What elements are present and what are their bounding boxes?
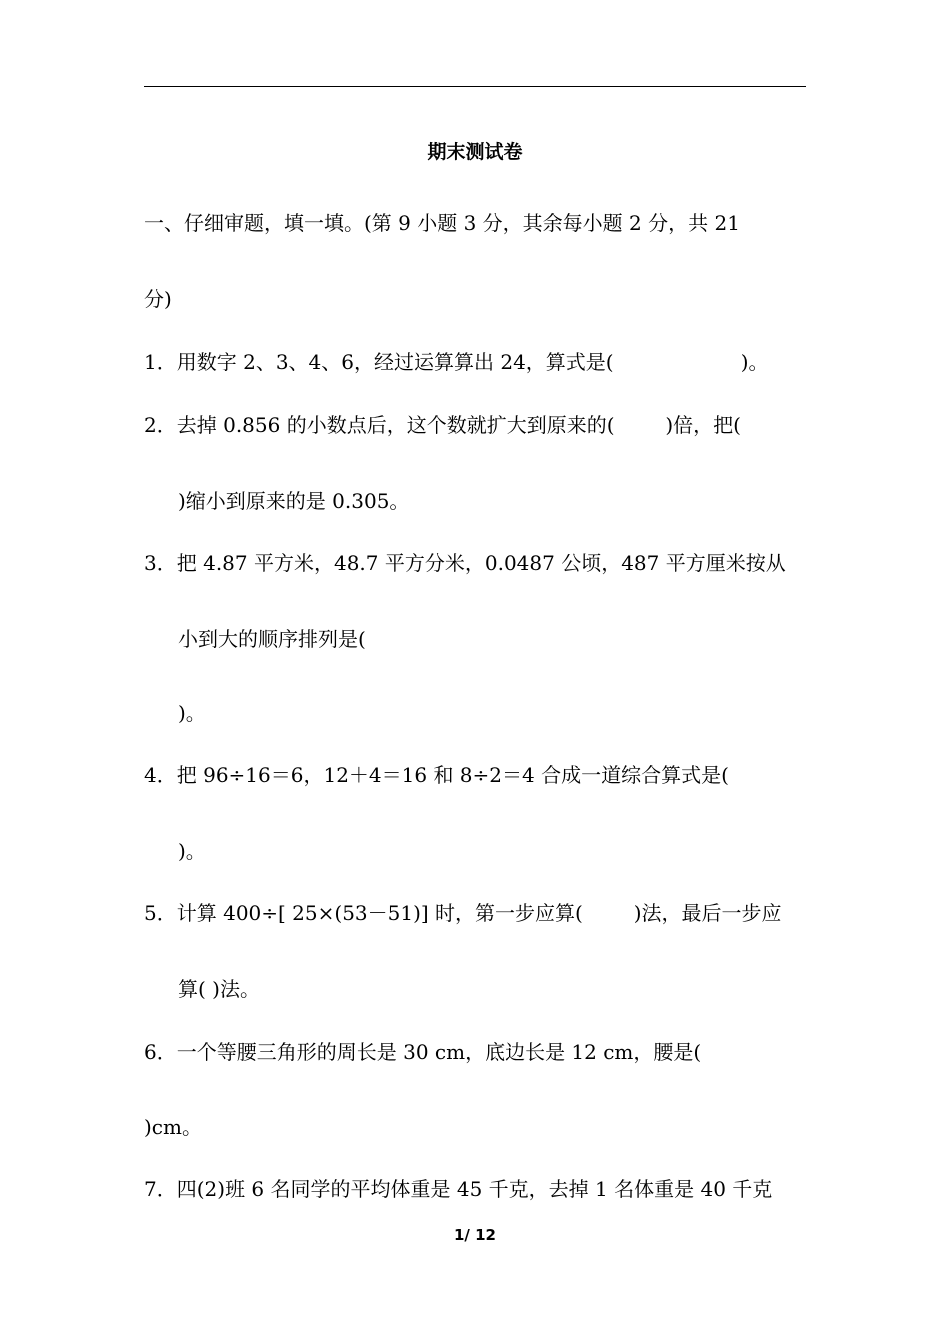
- question-text: 计算 400÷[ 25×(53－51)] 时，第一步应算( )法，最后一步应: [176, 901, 782, 925]
- question-text: 把 4.87 平方米，48.7 平方分米，0.0487 公顷，487 平方厘米按从: [176, 551, 786, 575]
- question-text: 四(2)班 6 名同学的平均体重是 45 千克，去掉 1 名体重是 40 千克: [176, 1177, 773, 1201]
- question-3-continuation: 小到大的顺序排列是(: [178, 627, 366, 651]
- page-number: 1/ 12: [453, 1226, 496, 1244]
- question-number: 3．: [144, 551, 177, 575]
- question-number: 6．: [144, 1040, 177, 1064]
- section-heading-line-1: 一、仔细审题，填一填。(第 9 小题 3 分，其余每小题 2 分，共 21: [144, 211, 740, 235]
- question-text: 用数字 2、3、4、6，经过运算算出 24，算式是( )。: [176, 350, 769, 374]
- question-number: 1．: [144, 350, 177, 374]
- question-3: [144, 550, 786, 576]
- question-4-answer-close: )。: [178, 839, 206, 863]
- question-1: [144, 349, 769, 375]
- question-6: [144, 1039, 701, 1065]
- question-text: 一个等腰三角形的周长是 30 cm，底边长是 12 cm，腰是(: [176, 1040, 702, 1064]
- question-5-continuation: 算( )法。: [178, 977, 260, 1001]
- question-number: 7．: [144, 1177, 177, 1201]
- question-text: 去掉 0.856 的小数点后，这个数就扩大到原来的( )倍，把(: [176, 413, 741, 437]
- section-heading-line-2: 分): [144, 287, 172, 311]
- question-4: [144, 762, 729, 788]
- question-number: 2．: [144, 413, 177, 437]
- question-number: 4．: [144, 763, 177, 787]
- question-6-continuation: )cm。: [144, 1115, 202, 1139]
- question-2: [144, 412, 741, 438]
- question-2-continuation: )缩小到原来的是 0.305。: [178, 489, 410, 513]
- question-7: [144, 1176, 772, 1202]
- question-3-answer-close: )。: [178, 701, 206, 725]
- question-5: [144, 900, 782, 926]
- question-number: 5．: [144, 901, 177, 925]
- question-text: 把 96÷16＝6，12＋4＝16 和 8÷2＝4 合成一道综合算式是(: [176, 763, 729, 787]
- header-rule: [144, 86, 806, 87]
- page-title: 期末测试卷: [427, 141, 523, 163]
